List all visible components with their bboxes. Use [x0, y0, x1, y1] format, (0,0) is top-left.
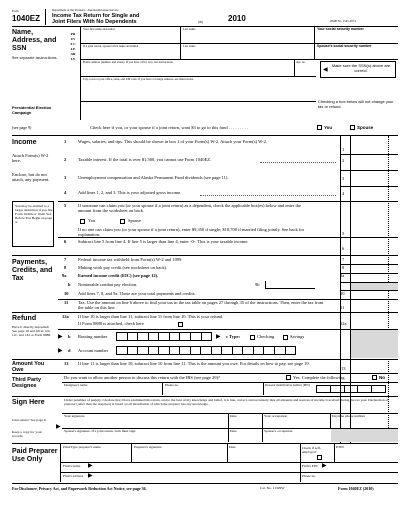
first-name-field[interactable] [81, 27, 314, 43]
field-divider [334, 444, 335, 462]
third-party-label: Third Party Designee [12, 377, 42, 390]
line-12d-letter: d [68, 348, 71, 353]
line-12a-number: 12a [62, 314, 69, 319]
line-5-amount[interactable] [351, 202, 398, 237]
ssn-label: Your social security number [317, 27, 364, 31]
city-label: City, town or post office, state, and ZIP code. If you have a foreign address, see instructions. [83, 77, 194, 81]
refund-label: Refund [12, 315, 37, 322]
ssn-notice-text: Make sure the SSN(s) above are correct. [331, 63, 391, 73]
leader-dots [200, 195, 336, 196]
line-1-number: 1 [64, 139, 67, 144]
arrow-right-icon: ▶ [88, 463, 93, 469]
checkbox-note: Checking a box below will not change your tax or refund. [318, 99, 394, 109]
row-rule [58, 329, 398, 330]
preparer-signature-label: Preparer's signature [134, 445, 162, 449]
line-4-amount[interactable] [351, 187, 398, 201]
designee-no-label: No [379, 375, 385, 380]
designee-pin-label: Personal identification number (PIN) [265, 383, 310, 387]
income-label: Income [12, 139, 37, 146]
arrow-right-icon: ▶ [56, 424, 61, 430]
preparer-phone-label: Phone no. [302, 474, 316, 478]
line-6-amount[interactable] [351, 238, 398, 254]
paid-preparer-label: Paid Preparer Use Only [12, 448, 58, 464]
line-2-amount[interactable] [351, 155, 398, 170]
line-3-ref: 3 [342, 176, 345, 181]
line-11-text: Tax. Use the amount on line 6 above to find your tax in the tax table on pages 27 through 35 of the instructions. Then, enter the tax from the table on this line. [78, 300, 324, 311]
designee-name-label: Designee's name [64, 383, 88, 387]
larger-deduction-box [12, 201, 54, 247]
savings-checkbox[interactable] [283, 335, 288, 340]
checking-label: Checking [257, 334, 275, 339]
campaign-spouse-label: Spouse [357, 125, 374, 130]
form-label: Form [12, 9, 19, 13]
section-rule [12, 396, 398, 397]
line-7-ref: 7 [342, 257, 345, 262]
spouse-occupation-label: Spouse's occupation [264, 429, 293, 433]
department-label: Department of the Treasury—Internal Revenue Service [52, 8, 119, 12]
line-9b-text: Nontaxable combat pay election. [78, 282, 138, 287]
leader-dots [260, 162, 336, 163]
ptin-label: PTIN [336, 445, 344, 449]
line-9a-number: 9a [62, 273, 67, 278]
keep-copy-note: Keep a copy for your records. [12, 430, 42, 439]
home-address-label: Home address (number and street). If you have a P.O. box, see instructions. [83, 60, 174, 64]
campaign-page-ref: (see page 9) [12, 125, 32, 130]
firm-name-label: Firm's name [63, 464, 81, 468]
line-9b-amount[interactable] [265, 281, 315, 289]
shaded-cell [351, 330, 398, 358]
designee-no-checkbox[interactable] [372, 375, 377, 380]
line-2-text: Taxable interest. If the total is over $1,500, you cannot use Form 1040EZ. [78, 157, 212, 162]
section-rule [12, 483, 398, 484]
line-12a-sub: If Form 8888 is attached, check here [78, 321, 144, 326]
line-12a-ref: 12a [340, 321, 347, 326]
ssn-notice-box [320, 61, 396, 78]
spouse-date-label: Date [230, 429, 237, 433]
arrow-right-icon: ▶ [88, 473, 93, 479]
home-address-field[interactable] [81, 60, 294, 76]
line-5-spouse-label: Spouse [128, 218, 142, 223]
preparer-signature-field[interactable] [132, 445, 227, 461]
campaign-you-checkbox[interactable] [317, 125, 322, 130]
line-6-number: 6 [64, 239, 67, 244]
line-9b-ref: 9b [255, 282, 260, 287]
line-1-amount[interactable] [351, 137, 398, 153]
spouse-first-name-field[interactable] [81, 44, 180, 59]
apt-split-line [294, 60, 295, 76]
designee-phone-label: Phone no. [165, 383, 179, 387]
designee-question: Do you want to allow another person to discuss this return with the IRS (see page 20)? [64, 375, 220, 380]
account-type-label: c Type: [226, 334, 240, 339]
line-3-text: Unemployment compensation and Alaska Permanent Fund dividends (see page 11). [78, 175, 229, 180]
line-4-number: 4 [64, 190, 67, 195]
your-signature-field[interactable] [62, 414, 228, 428]
arrow-left-icon: ◀ [323, 67, 328, 73]
form-title-line1: Income Tax Return for Single and [52, 13, 140, 19]
line-11-number: 11 [64, 300, 69, 305]
section-rule [12, 373, 398, 374]
firm-ein-label: Firm's EIN [302, 464, 318, 468]
self-employed-checkbox[interactable] [317, 455, 322, 460]
line-6-ref: 6 [342, 246, 345, 251]
amount-owe-field[interactable] [351, 360, 398, 372]
line-5-ref: 5 [342, 231, 345, 236]
line-2-number: 2 [64, 157, 67, 162]
arrow-right-icon: ▶ [216, 334, 221, 340]
line-4-ref: 4 [342, 191, 345, 196]
footer-form-label: Form 1040EZ (2010) [338, 486, 374, 491]
designee-yes-checkbox[interactable] [286, 375, 291, 380]
line-8-amount[interactable] [351, 265, 398, 273]
sign-here-label: Sign Here [12, 399, 45, 406]
enclose-payment-note: Enclose, but do not attach, any payment. [12, 172, 50, 183]
firm-name-field[interactable] [96, 463, 296, 472]
spouse-signature-field[interactable] [62, 429, 228, 442]
campaign-you-label: You [324, 125, 333, 130]
name-address-ssn-label: Name, Address, and SSN [12, 29, 57, 53]
line-5-you-checkbox[interactable] [80, 219, 85, 224]
your-signature-label: Your signature [64, 414, 85, 418]
designee-pin-field[interactable] [316, 385, 386, 393]
designee-phone-field[interactable] [163, 383, 263, 395]
section-rule [12, 255, 398, 256]
privacy-notice: For Disclosure, Privacy Act, and Paperwork Reduction Act Notice, see page 36. [12, 486, 147, 491]
line-10-amount[interactable] [351, 291, 398, 299]
header-divider [45, 9, 46, 25]
spouse-last-name-label: Last name [183, 44, 196, 48]
line-5-number: 5 [64, 203, 67, 208]
line-11-amount[interactable] [351, 300, 398, 311]
routing-number-field[interactable] [116, 332, 212, 341]
field-divider [300, 472, 301, 482]
preparer-name-label: Print/Type preparer's name [63, 445, 101, 449]
field-divider [227, 444, 228, 462]
omb-number: OMB No. 1545-0074 [330, 19, 356, 23]
savings-label: Savings [290, 334, 305, 339]
line-5-spouse-checkbox[interactable] [120, 219, 125, 224]
line-7-amount[interactable] [351, 256, 398, 264]
form-number: 1040EZ [12, 14, 41, 23]
shaded-cell [351, 283, 398, 290]
apt-label: Apt. no. [296, 60, 306, 64]
line-10-number: 10 [64, 291, 69, 296]
field-divider [330, 414, 331, 428]
field-divider [300, 462, 301, 472]
line-5-text: If someone can claim you (or your spouse if a joint return) as a dependent, check the applicable box(es) below and enter the amount from the worksheet on back. [78, 203, 302, 214]
print-clearly-strip [66, 28, 80, 118]
line-12b-letter: b [68, 334, 71, 339]
line-10-text: Add lines 7, 8, and 9a. These are your total payments and credits. [78, 291, 196, 296]
section-rule [12, 443, 398, 444]
field-divider [300, 444, 301, 462]
line-9a-amount[interactable] [351, 274, 398, 282]
line-9b-number: b [68, 282, 71, 287]
line-6-text: Subtract line 5 from line 4. If line 5 is larger than line 4, enter -0-. This is your taxable income. [78, 239, 249, 244]
line-1-ref: 1 [342, 147, 345, 152]
refund-amount[interactable] [351, 313, 398, 328]
spouse-ssn-label: Spouse's social security number [317, 44, 372, 48]
designee-name-field[interactable] [62, 383, 162, 395]
shaded-cell [331, 429, 398, 442]
joint-return-note: Joint return? See page 6. [12, 418, 47, 422]
line-5-note: If no one can claim you (or your spouse if a joint return), enter $9,350 if single; $18,700 if married filing jointly. See back for explanation. [78, 227, 305, 238]
row-rule [58, 201, 398, 202]
arrow-right-icon: ▶ [58, 348, 63, 354]
firm-address-label: Firm's address [63, 474, 84, 478]
line-9a-text: Earned income credit (EIC) (see page 12). [78, 273, 159, 278]
line-9a-ref: 9a [340, 273, 345, 278]
occupation-label: Your occupation [264, 414, 288, 418]
tax-year: 2010 [228, 14, 246, 23]
line-3-amount[interactable] [351, 171, 398, 186]
catalog-number: Cat. No. 11329W [260, 486, 285, 490]
account-number-label: Account number [78, 348, 109, 353]
amount-owe-label: Amount You Owe [12, 361, 45, 374]
spouse-ssn-field[interactable] [316, 44, 398, 59]
arrow-right-icon: ▶ [322, 463, 327, 469]
line-8-number: 8 [64, 265, 67, 270]
section-rule [12, 359, 398, 360]
preparer-name-field[interactable] [61, 445, 131, 461]
preparer-date-label: Date [229, 445, 236, 449]
field-divider [263, 383, 264, 395]
line-13-number: 13 [64, 361, 69, 366]
payments-label: Payments, Credits, and Tax [12, 259, 53, 283]
last-name-label: Last name [183, 27, 196, 31]
line-1-text: Wages, salaries, and tips. This should be shown in box 1 of your Form(s) W-2. Attach your Form(s) W-2. [78, 139, 267, 144]
spouse-signature-label: Spouse's signature. If a joint return, both must sign. [64, 429, 137, 433]
line-13-text: If line 11 is larger than line 10, subtract line 10 from line 11. This is the amount you owe. For details on how to pay, see page 19. [78, 361, 310, 366]
section-rule [12, 312, 398, 313]
campaign-label: Presidential Election Campaign [12, 105, 52, 115]
line-8-ref: 8 [342, 265, 345, 270]
city-field[interactable] [81, 77, 314, 101]
firm-address-field[interactable] [96, 473, 296, 482]
form-title-code: (99) [198, 20, 203, 24]
line-5-you-label: You [88, 218, 96, 223]
row-rule [58, 237, 398, 238]
form-8888-checkbox[interactable] [178, 322, 183, 327]
row-rule [81, 101, 316, 102]
attach-w2-note: Attach Form(s) W-2 here. [12, 153, 49, 164]
routing-number-label: Routing number [78, 334, 108, 339]
campaign-spouse-checkbox[interactable] [350, 125, 355, 130]
line-13-ref: 13 [341, 366, 346, 371]
form-title-line2: Joint Filers With No Dependents [52, 19, 137, 25]
arrow-right-icon: ▶ [58, 334, 63, 340]
first-name-label: Your first name and initial [83, 27, 115, 31]
line-7-text: Federal income tax withheld from Form(s) W-2 and 1099. [78, 257, 183, 262]
ssn-field[interactable] [316, 27, 398, 43]
self-employed-label: Check if self-employed [302, 446, 322, 455]
direct-deposit-note: Have it directly deposited! See page 18 and fill in 12b, 12c, and 12d or Form 8888. [12, 325, 51, 338]
line-2-ref: 2 [342, 158, 345, 163]
line-11-ref: 11 [340, 305, 345, 310]
spouse-first-name-label: If a joint return, spouse's first name and initial [83, 44, 139, 48]
line-12a-text: If line 10 is larger than line 11, subtract line 11 from line 10. This is your refund. [78, 314, 224, 319]
line-3-number: 3 [64, 175, 67, 180]
designee-yes-label: Yes. Complete the following. [293, 375, 346, 380]
campaign-text: Check here if you, or your spouse if a joint return, want $3 to go to this fund . . . . . . . . . [90, 125, 248, 130]
account-number-field[interactable] [116, 346, 296, 355]
line-7-number: 7 [64, 257, 67, 262]
sign-date-label: Date [230, 414, 237, 418]
line-8-text: Making work pay credit (see worksheet on back). [78, 265, 168, 270]
separate-instructions-note: See separate instructions. [12, 55, 58, 60]
perjury-declaration: Under penalties of perjury, I declare that I have examined this return, and to the best of my knowledge and belief, it is true, correct, and accurately lists all amounts and sources of income I received during the tax year. Declaration of preparer (other than the taxpayer) is based on all information of which the preparer has any knowledge. [64, 398, 389, 407]
line-4-text: Add lines 1, 2, and 3. This is your adjusted gross income. [78, 190, 182, 195]
print-clearly-text: PRINT CLEARLY [70, 32, 76, 62]
larger-deduction-text: You may be entitled to a larger deduction if you file Form 1040A or 1040. See Before You Begin on page 4. [15, 204, 53, 225]
checking-checkbox[interactable] [250, 335, 255, 340]
daytime-phone-label: Daytime phone number [332, 414, 366, 418]
line-10-ref: 10 [340, 291, 345, 296]
